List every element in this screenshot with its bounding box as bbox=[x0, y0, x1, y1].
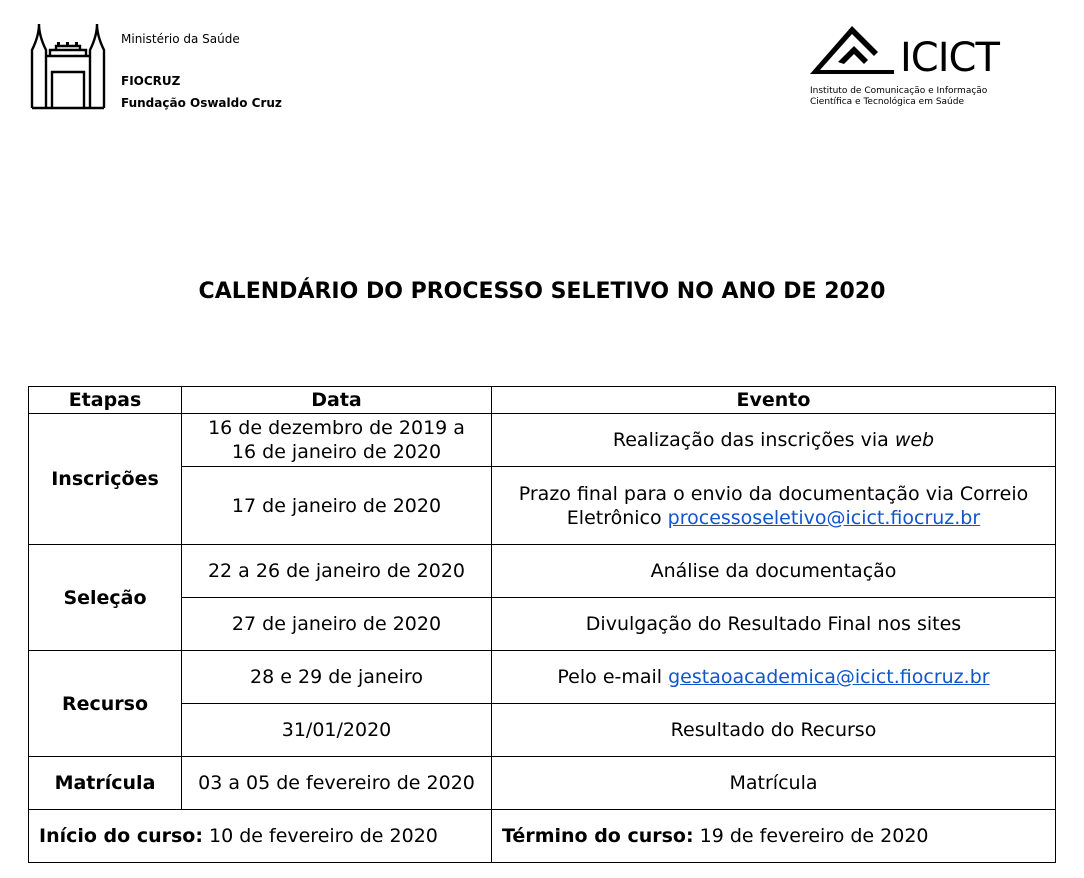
header-data: Data bbox=[182, 387, 492, 414]
page-title: CALENDÁRIO DO PROCESSO SELETIVO NO ANO DE 2020 bbox=[198, 279, 886, 304]
table-row bbox=[29, 414, 1056, 467]
table-footer-row bbox=[29, 810, 1056, 863]
calendar-table bbox=[28, 386, 1056, 863]
event-cell: Resultado do Recurso bbox=[492, 704, 1056, 757]
date-cell: 16 de dezembro de 2019 a 16 de janeiro de 2020 bbox=[182, 414, 492, 467]
date-cell: 27 de janeiro de 2020 bbox=[182, 598, 492, 651]
processoseletivo-email-link[interactable]: processoseletivo@icict.fiocruz.br bbox=[667, 506, 981, 529]
event-cell: Análise da documentação bbox=[492, 545, 1056, 598]
table-row bbox=[29, 545, 1056, 598]
course-start: Início do curso: 10 de fevereiro de 2020 bbox=[29, 810, 492, 863]
stage-recurso: Recurso bbox=[29, 651, 182, 757]
stage-inscricoes: Inscrições bbox=[29, 414, 182, 545]
table-row bbox=[29, 704, 1056, 757]
fundacao-label: Fundação Oswaldo Cruz bbox=[121, 96, 282, 110]
header-evento: Evento bbox=[492, 387, 1056, 414]
ministry-label: Ministério da Saúde bbox=[121, 32, 240, 46]
fiocruz-castle-logo bbox=[28, 22, 108, 110]
icict-header bbox=[808, 20, 1048, 120]
course-end: Término do curso: 19 de fevereiro de 2020 bbox=[492, 810, 1056, 863]
event-cell: Matrícula bbox=[492, 757, 1056, 810]
table-row bbox=[29, 757, 1056, 810]
fiocruz-header bbox=[28, 22, 328, 117]
date-cell: 03 a 05 de fevereiro de 2020 bbox=[182, 757, 492, 810]
event-cell: Divulgação do Resultado Final nos sites bbox=[492, 598, 1056, 651]
icict-triangle-logo bbox=[808, 22, 896, 76]
table-header-row bbox=[29, 387, 1056, 414]
event-cell: Realização das inscrições via web bbox=[492, 414, 1056, 467]
date-cell: 31/01/2020 bbox=[182, 704, 492, 757]
date-cell: 22 a 26 de janeiro de 2020 bbox=[182, 545, 492, 598]
event-cell: Pelo e-mail gestaoacademica@icict.fiocruz.br bbox=[492, 651, 1056, 704]
date-cell: 17 de janeiro de 2020 bbox=[182, 467, 492, 545]
icict-subtitle: Instituto de Comunicação e Informação Científica e Tecnológica em Saúde bbox=[810, 86, 988, 107]
header-etapas: Etapas bbox=[29, 387, 182, 414]
fiocruz-label: FIOCRUZ bbox=[121, 74, 181, 88]
stage-matricula: Matrícula bbox=[29, 757, 182, 810]
icict-logo-text: ICICT bbox=[900, 35, 999, 81]
stage-selecao: Seleção bbox=[29, 545, 182, 651]
gestaoacademica-email-link[interactable]: gestaoacademica@icict.fiocruz.br bbox=[668, 666, 990, 688]
table-row bbox=[29, 598, 1056, 651]
table-row bbox=[29, 467, 1056, 545]
event-cell: Prazo final para o envio da documentação via Correio Eletrônico processoseletivo@icict.fiocruz.br bbox=[492, 467, 1056, 545]
date-cell: 28 e 29 de janeiro bbox=[182, 651, 492, 704]
table-row bbox=[29, 651, 1056, 704]
